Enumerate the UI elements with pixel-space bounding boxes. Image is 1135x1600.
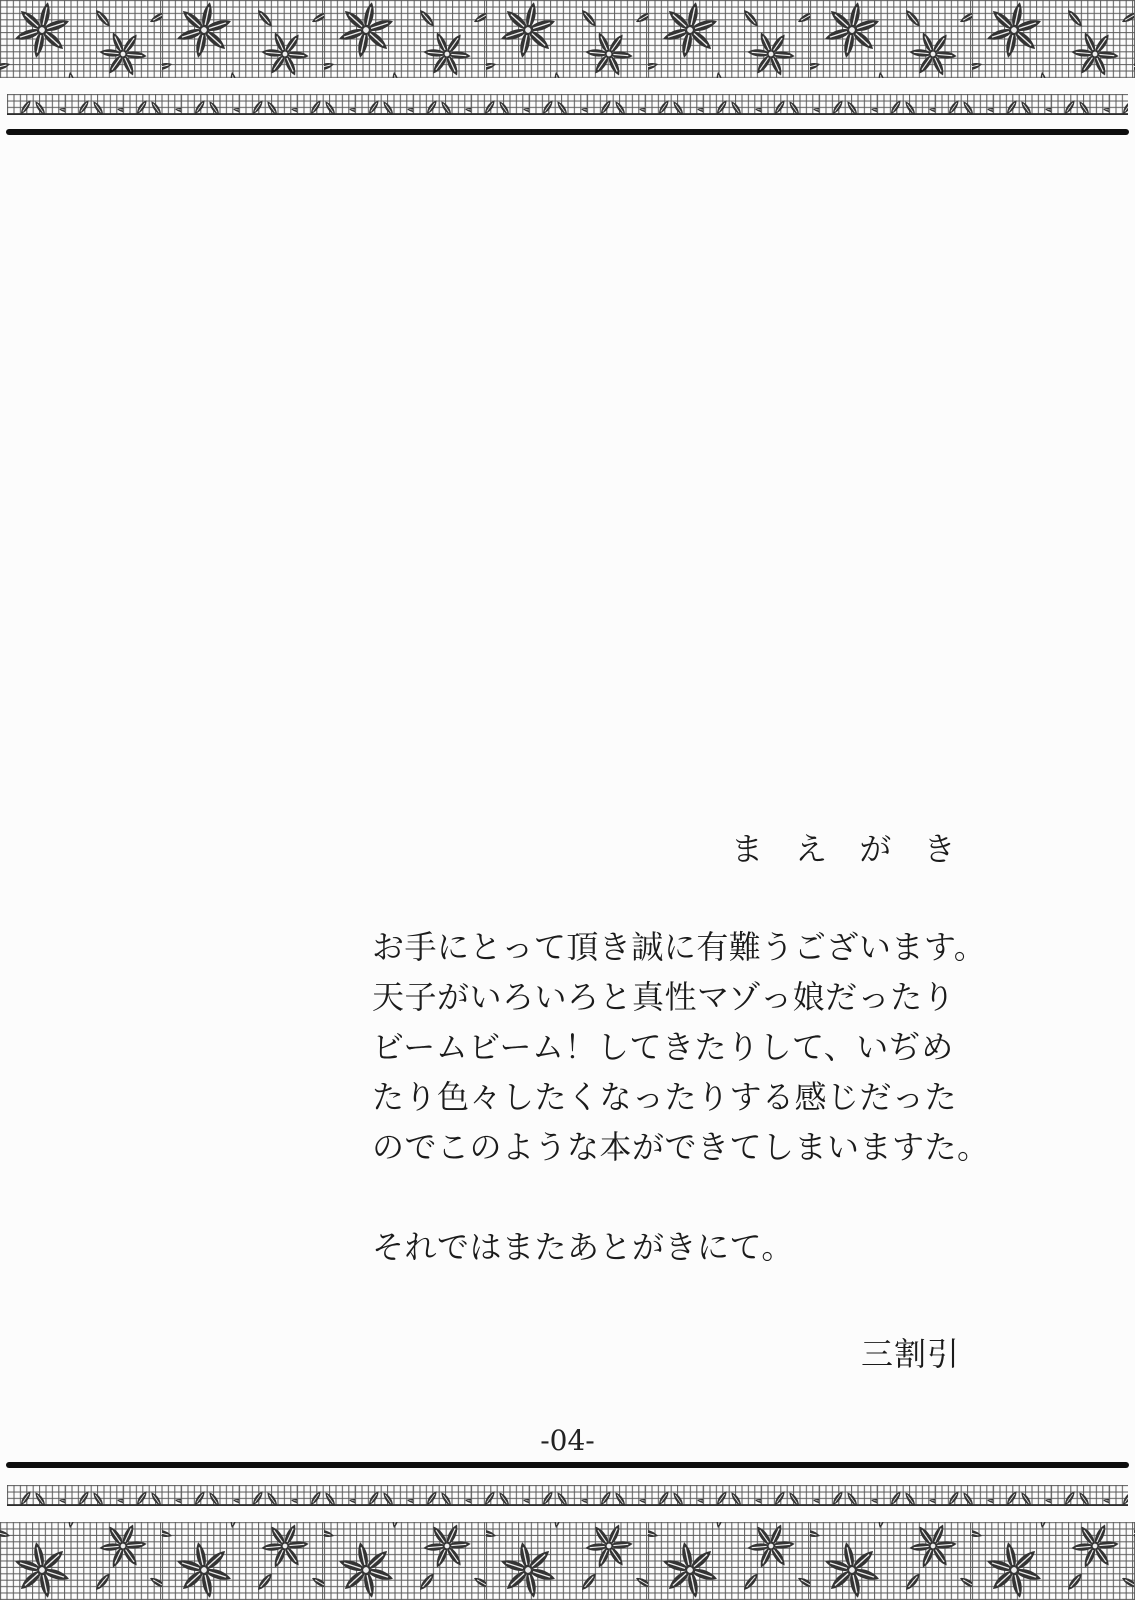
floral-lace-strip-icon xyxy=(7,1485,1128,1506)
foreword-paragraph xyxy=(372,922,1012,1172)
foreword-line: お手にとって頂き誠に有難うございます。 xyxy=(372,928,987,966)
foreword-line: ビームビーム！してきたりして、いぢめ xyxy=(372,1028,954,1066)
floral-lace-pattern-icon xyxy=(0,0,1135,78)
foreword-line: たり色々したくなったりする感じだった xyxy=(372,1078,958,1116)
closing-line: それではまたあとがきにて。 xyxy=(372,1228,794,1266)
floral-lace-pattern-icon xyxy=(0,1522,1135,1600)
floral-lace-strip-icon xyxy=(7,94,1128,115)
divider-rule-top xyxy=(6,129,1129,135)
foreword-line: のでこのような本ができてしまいますた。 xyxy=(372,1128,990,1166)
page-title: ま え が き xyxy=(731,830,967,868)
lace-border-bottom xyxy=(0,1522,1135,1600)
lace-strip-top xyxy=(7,94,1128,115)
lace-border-top xyxy=(0,0,1135,78)
divider-rule-bottom xyxy=(6,1462,1129,1468)
author-signature: 三割引 xyxy=(860,1335,960,1373)
page-number: -04- xyxy=(540,1424,595,1457)
foreword-line: 天子がいろいろと真性マゾっ娘だったり xyxy=(372,978,956,1016)
lace-strip-bottom xyxy=(7,1485,1128,1506)
